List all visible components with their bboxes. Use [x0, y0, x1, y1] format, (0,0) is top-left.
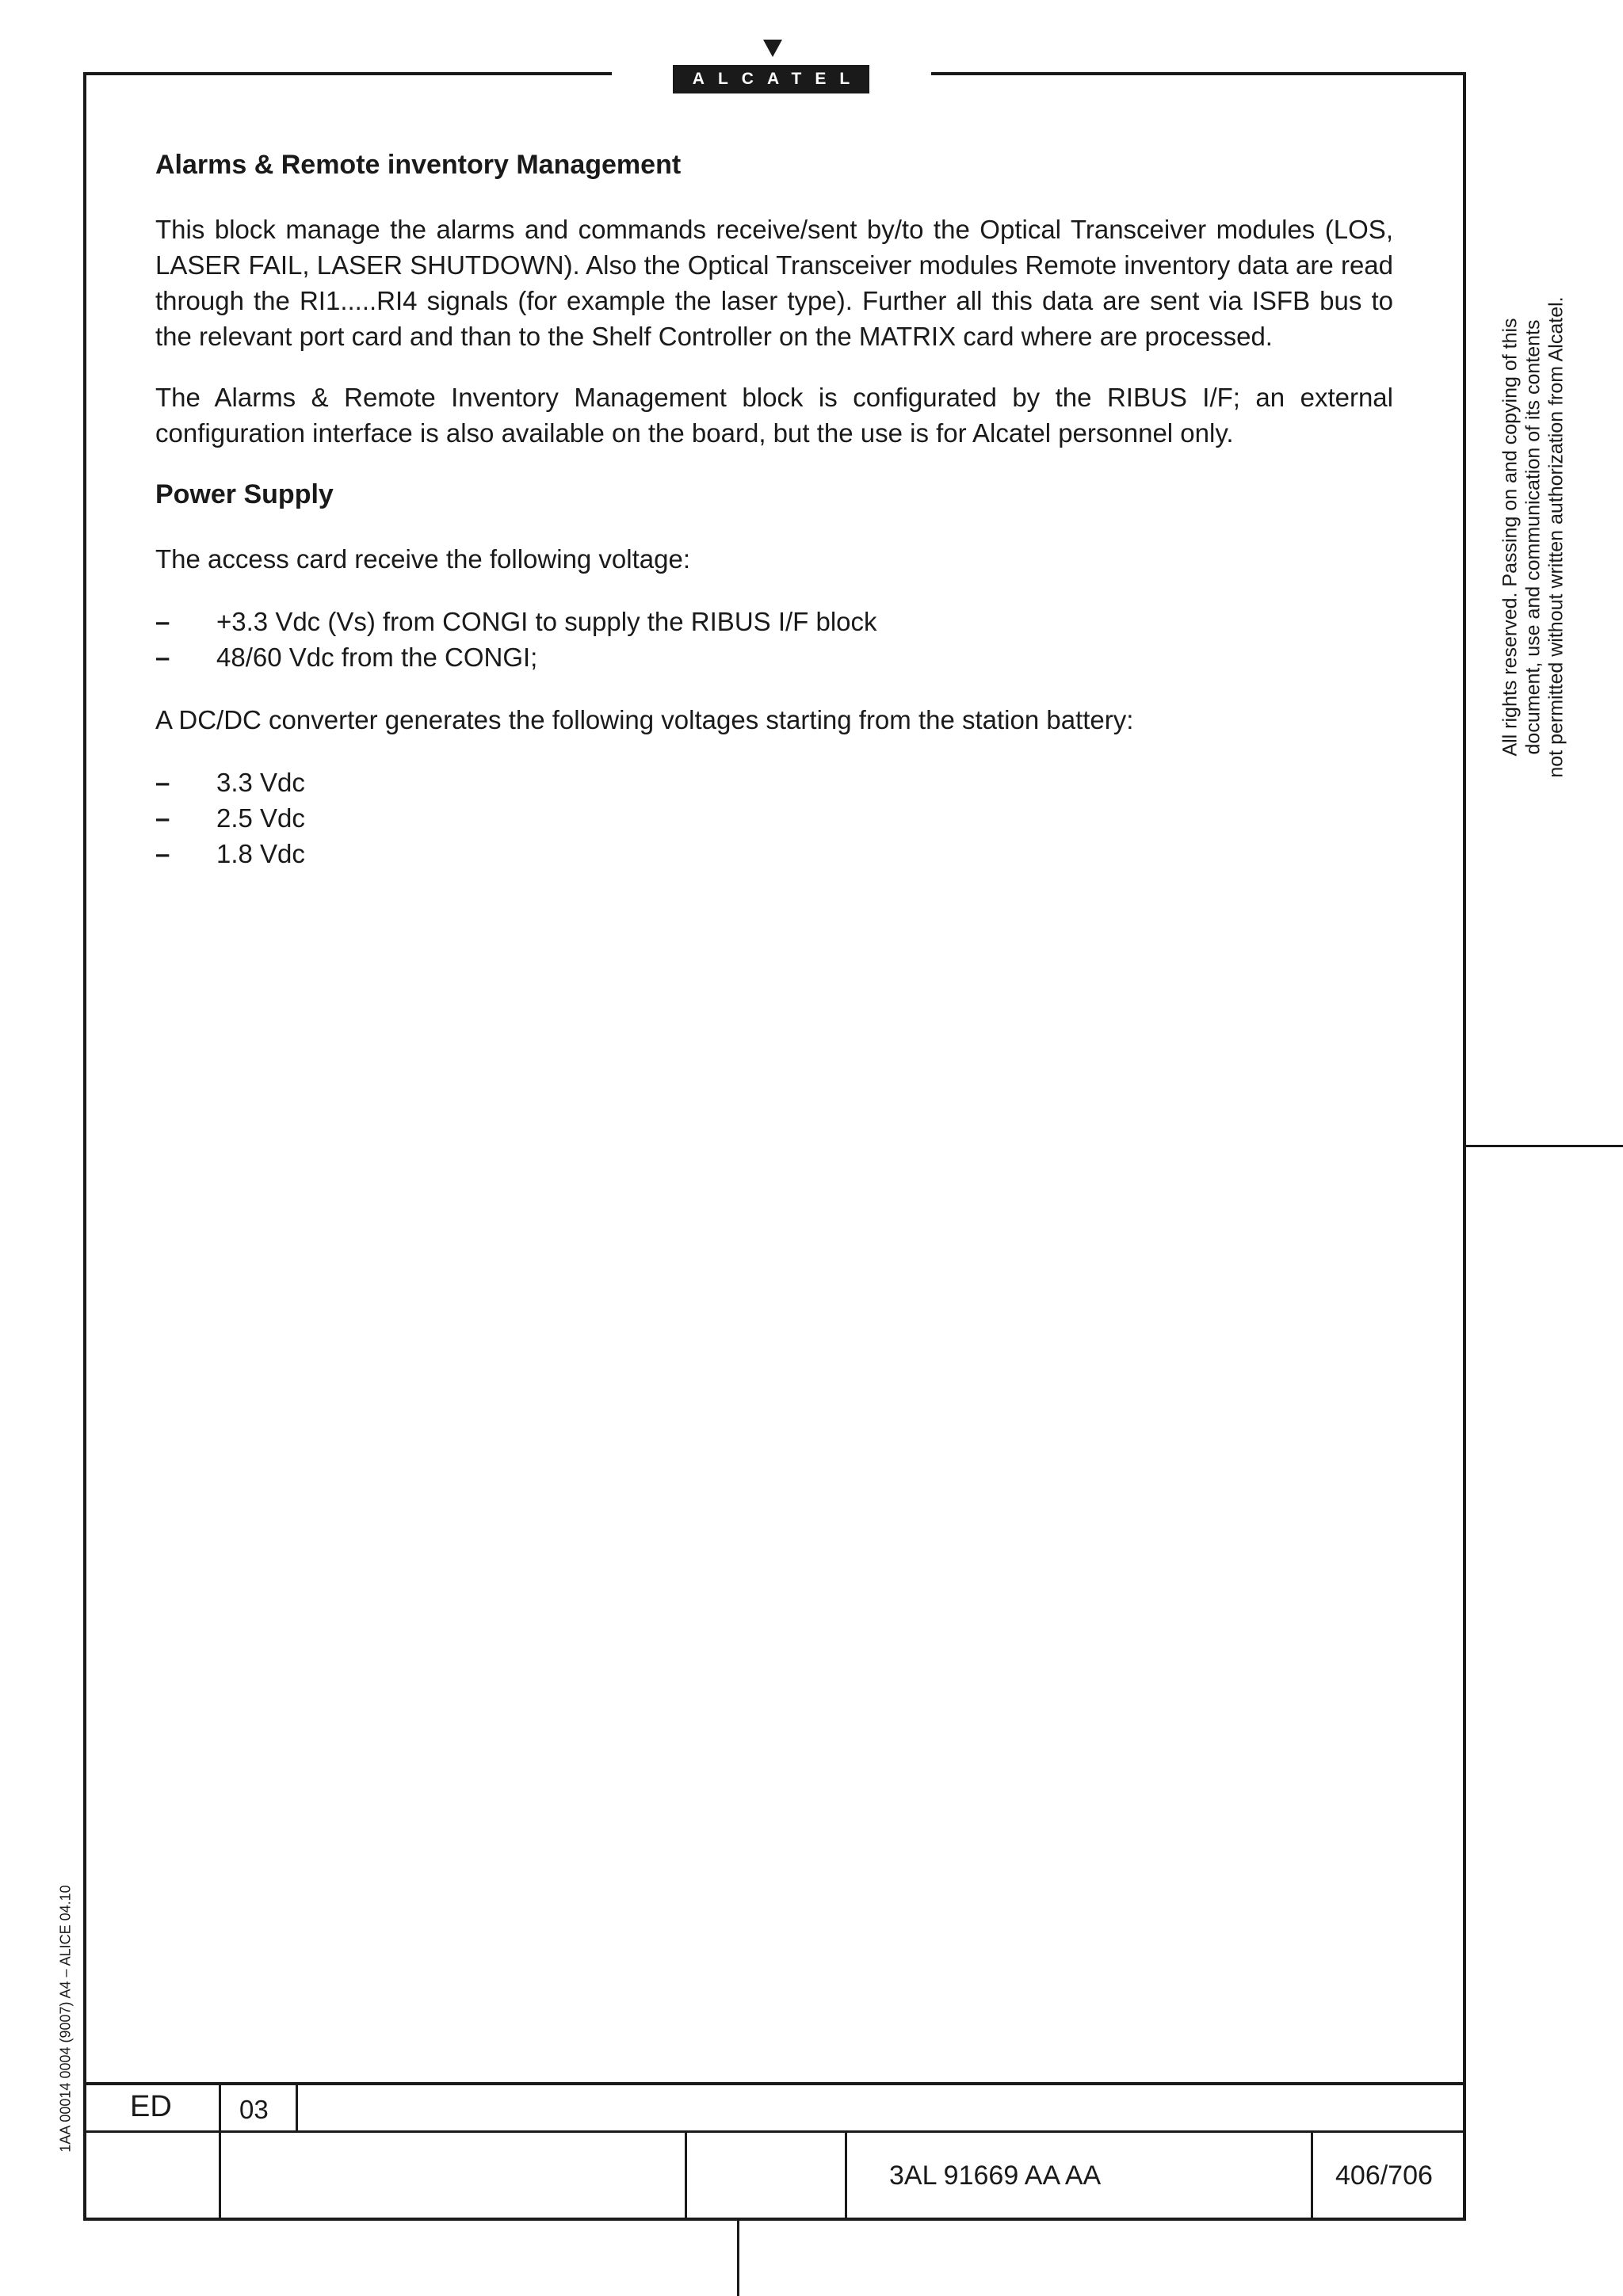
- copyright-line: document, use and communication of its contents: [1522, 319, 1545, 755]
- voltage-bullets: [155, 765, 1393, 871]
- document-number: 3AL 91669 AA AA: [889, 2161, 1102, 2191]
- bullet-marker: –: [155, 768, 170, 797]
- alarms-paragraph-1: [155, 212, 1393, 354]
- frame-top-left: [83, 72, 612, 75]
- section-power-supply: [155, 477, 1393, 513]
- power-bullets: [155, 604, 1393, 675]
- power-intro-2: [155, 702, 1393, 738]
- bullet-list: [155, 765, 1393, 871]
- form-code: 1AA 00014 0004 (9007) A4 – ALICE 04.10: [57, 1885, 74, 2153]
- page-number: 406/706: [1335, 2161, 1433, 2191]
- footer-divider: [1311, 2130, 1313, 2221]
- list-item: [155, 765, 1393, 800]
- side-marker-line: [1463, 1145, 1623, 1147]
- bullet-marker: –: [155, 607, 170, 636]
- bullet-marker: –: [155, 643, 170, 672]
- paragraph: A DC/DC converter generates the following voltages starting from the station battery:: [155, 705, 1134, 734]
- list-item: [155, 836, 1393, 871]
- bottom-tick: [737, 2221, 739, 2296]
- paragraph: This block manage the alarms and commands receive/sent by/to the Optical Transceiver modules (LOS, LASER FAIL, LASER SHUTDOWN). Also the Optical Transceiver modules Remote inventory data are read through the RI1.....RI4 signals (for example the laser type). Further all this data are sent via ISFB bus to the relevant port card and than to the Shelf Controller on the MATRIX card where are processed.: [155, 215, 1393, 351]
- list-item: [155, 639, 1393, 675]
- list-item: [155, 800, 1393, 836]
- bullet-list: [155, 604, 1393, 675]
- edition-label: ED: [130, 2090, 172, 2123]
- edition-number: 03: [239, 2095, 269, 2124]
- list-item-text: 3.3 Vdc: [216, 768, 305, 797]
- copyright-line: All rights reserved. Passing on and copying of this: [1499, 318, 1522, 757]
- paragraph: The access card receive the following voltage:: [155, 544, 691, 574]
- footer-divider: [685, 2130, 687, 2221]
- list-item: [155, 604, 1393, 639]
- list-item-text: 48/60 Vdc from the CONGI;: [216, 643, 538, 672]
- bullet-marker: –: [155, 839, 170, 868]
- list-item-text: +3.3 Vdc (Vs) from CONGI to supply the RIBUS I/F block: [216, 607, 877, 636]
- list-item-text: 2.5 Vdc: [216, 803, 305, 833]
- section-alarms: [155, 147, 1393, 183]
- frame-left: [83, 72, 86, 2221]
- copyright-line: not permitted without written authorization from Alcatel.: [1545, 296, 1568, 778]
- footer-mid-line: [83, 2130, 1466, 2133]
- alarms-paragraph-2: [155, 379, 1393, 451]
- alcatel-logo: ALCATEL: [673, 65, 869, 93]
- bullet-marker: –: [155, 803, 170, 833]
- section-heading: Power Supply: [155, 479, 334, 509]
- footer-divider: [845, 2130, 847, 2221]
- footer-top-line: [83, 2082, 1466, 2085]
- copyright-notice: [1499, 296, 1568, 777]
- paragraph: The Alarms & Remote Inventory Management block is configurated by the RIBUS I/F; an external configuration interface is also available on the board, but the use is for Alcatel personnel only.: [155, 383, 1393, 448]
- footer-bottom-line: [83, 2218, 1466, 2221]
- logo-triangle-icon: [763, 40, 782, 57]
- frame-top-right: [931, 72, 1466, 75]
- footer-divider: [296, 2082, 298, 2132]
- footer-divider: [219, 2082, 221, 2221]
- section-heading: Alarms & Remote inventory Management: [155, 150, 682, 180]
- power-intro: [155, 541, 1393, 577]
- list-item-text: 1.8 Vdc: [216, 839, 305, 868]
